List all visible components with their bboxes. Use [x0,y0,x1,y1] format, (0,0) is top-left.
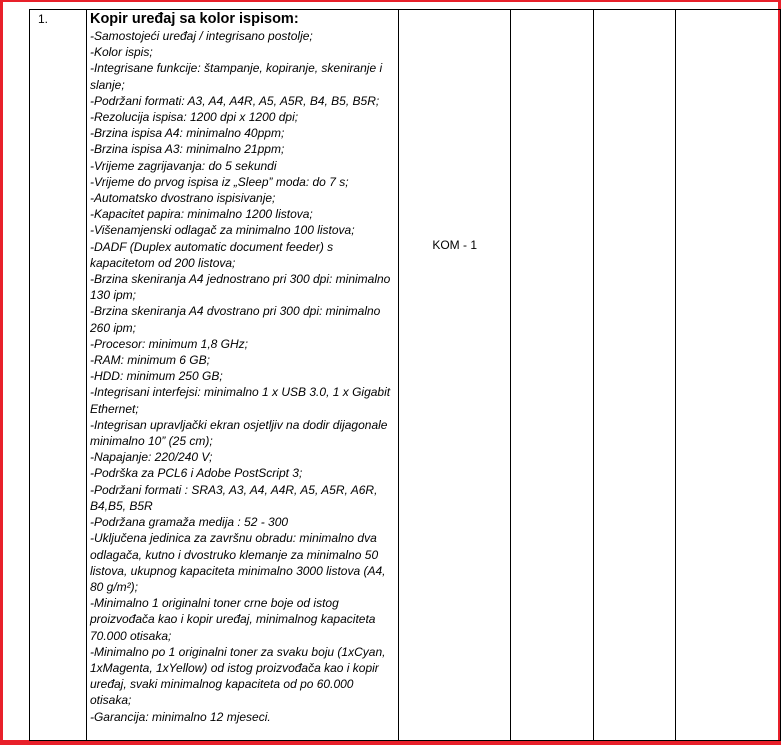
spec-item: -Podržani formati : SRA3, A3, A4, A4R, A5, A5R, A6R, B4,B5, B5R [89,482,378,513]
spec-item: -Podrška za PCL6 i Adobe PostScript 3; [89,466,303,481]
empty-cell-3 [675,10,780,741]
spec-item: -Kolor ispis; [89,45,153,60]
spec-item: -Vrijeme zagrijavanja: do 5 sekundi [89,158,277,173]
spec-item: -DADF (Duplex automatic document feeder) s kapacitetom od 200 listova; [89,239,334,270]
item-number-cell [30,10,87,741]
spec-item: -Integrisan upravljački ekran osjetljiv na dodir dijagonale minimalno 10” (25 cm); [89,417,388,449]
spec-item: -Rezolucija ispisa: 1200 dpi x 1200 dpi; [89,110,299,125]
item-number: 1. [38,12,49,26]
spec-item: -Brzina skeniranja A4 jednostrano pri 300 dpi: minimalno 130 ipm; [89,272,391,303]
description-cell [86,10,398,741]
spec-item: -Vrijeme do prvog ispisa iz „Sleep” moda: do 7 s; [89,174,349,189]
spec-item: -Podržana gramaža medija : 52 - 300 [89,515,289,530]
spec-item: -Uključena jedinica za završnu obradu: minimalno dva odlagača, kutno i dvostruko klemanje za minimalno 50 listova, ukupnog kapaciteta minimalno 3000 listova (A4, 80 g/m²); [89,531,386,594]
spec-item: -Procesor: minimum 1,8 GHz; [89,336,249,351]
spec-item: -Samostojeći uređaj / integrisano postolje; [89,29,313,43]
spec-item: -Brzina ispisa A4: minimalno 40ppm; [89,126,285,141]
spec-item: -Integrisani interfejsi: minimalno 1 x USB 3.0, 1 x Gigabit Ethernet; [89,385,391,416]
table-row [30,10,781,741]
spec-item: -Minimalno 1 originalni toner crne boje od istog proizvođača kao i kopir uređaj, minimalnog kapaciteta 70.000 otisaka; [89,596,376,643]
empty-cell-2 [593,10,675,741]
specification-table [29,9,781,741]
spec-item: -Garancija: minimalno 12 mjeseci. [89,709,271,724]
spec-item: -Višenamjenski odlagač za minimalno 100 listova; [89,223,355,238]
empty-cell-1 [511,10,593,741]
spec-item: -HDD: minimum 250 GB; [89,369,223,384]
spec-item: -Minimalno po 1 originalni toner za svaku boju (1xCyan, 1xMagenta, 1xYellow) od istog proizvođača kao i kopir uređaj, svaki minimalnog kapaciteta od po 60.000 otisaka; [89,644,386,708]
spec-item: -Kapacitet papira: minimalno 1200 listova; [89,207,313,222]
spec-item: -Integrisane funkcije: štampanje, kopiranje, skeniranje i slanje; [89,61,383,92]
spec-item: -Brzina ispisa A3: minimalno 21ppm; [89,142,285,157]
spec-item: -Napajanje: 220/240 V; [89,450,213,465]
spec-item: -RAM: minimum 6 GB; [89,353,210,368]
unit-cell [399,10,511,741]
unit-quantity: KOM - 1 [432,238,478,252]
spec-list [87,28,398,725]
spec-item: -Automatsko dvostrano ispisivanje; [89,191,276,206]
spec-item: -Podržani formati: A3, A4, A4R, A5, A5R, B4, B5, B5R; [89,93,380,108]
item-title: Kopir uređaj sa kolor ispisom: [89,11,299,27]
spec-item: -Brzina skeniranja A4 dvostrano pri 300 dpi: minimalno 260 ipm; [89,304,381,335]
